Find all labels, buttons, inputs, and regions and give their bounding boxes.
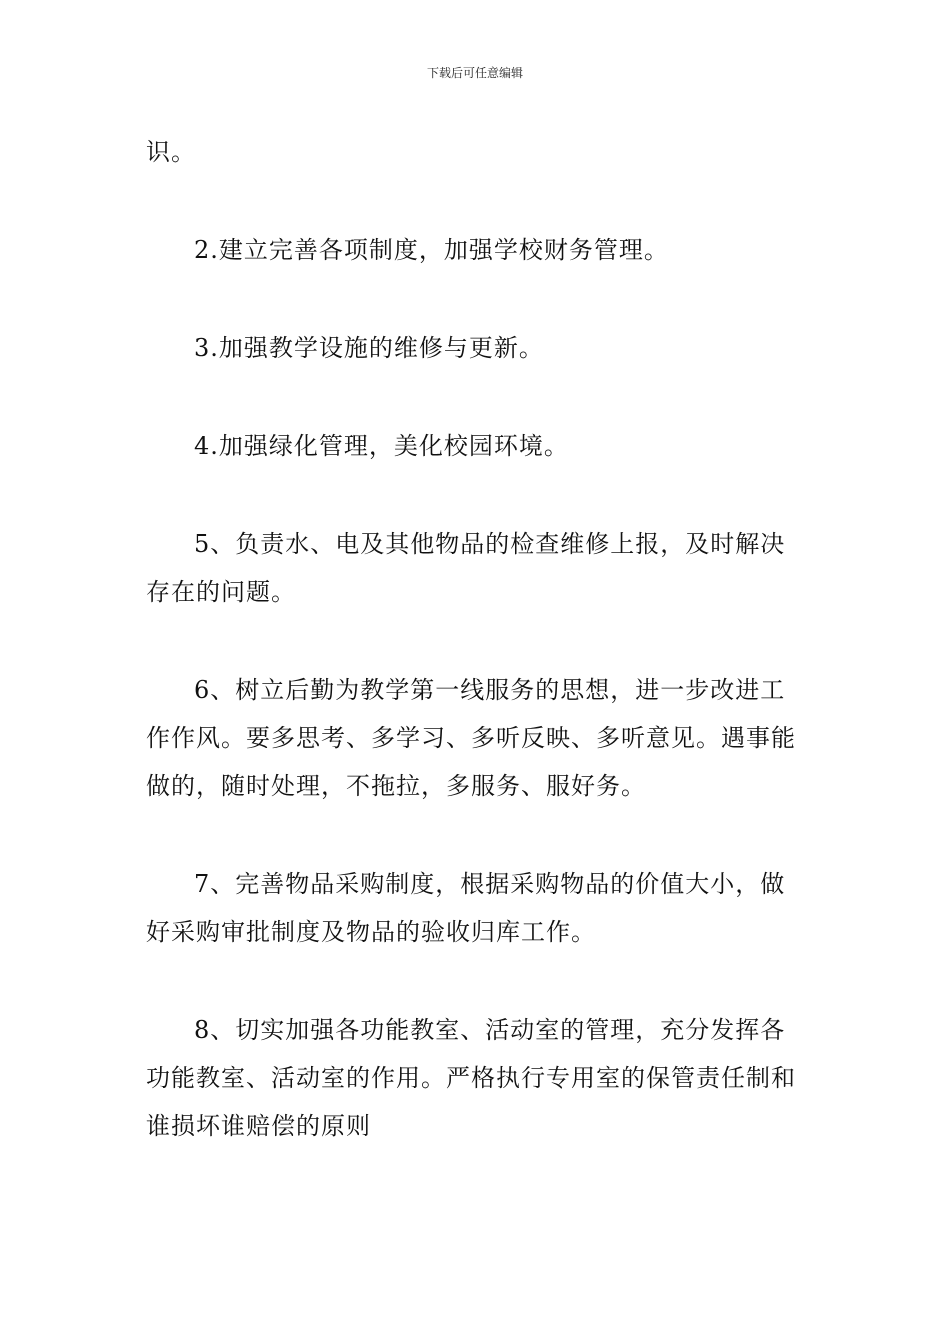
paragraph-item-8: 8、切实加强各功能教室、活动室的管理，充分发挥各功能教室、活动室的作用。严格执行专用室的保管责任制和谁损坏谁赔偿的原则 (146, 1016, 796, 1140)
paragraph-item-7: 7、完善物品采购制度，根据采购物品的价值大小，做好采购审批制度及物品的验收归库工作。 (146, 870, 786, 946)
paragraph-item-5: 5、负责水、电及其他物品的检查维修上报，及时解决存在的问题。 (146, 530, 786, 606)
paragraph-item-4: 4.加强绿化管理，美化校园环境。 (194, 432, 569, 460)
paragraph-item-2: 2.建立完善各项制度，加强学校财务管理。 (194, 236, 669, 264)
page-header: 下载后可任意编辑 (426, 66, 523, 80)
document-body (146, 128, 808, 1200)
paragraph-item-3: 3.加强教学设施的维修与更新。 (194, 334, 544, 362)
paragraph-item-6: 6、树立后勤为教学第一线服务的思想，进一步改进工作作风。要多思考、多学习、多听反映、多听意见。遇事能做的，随时处理，不拖拉，多服务、服好务。 (146, 676, 796, 800)
paragraph-continuation: 识。 (146, 138, 196, 166)
